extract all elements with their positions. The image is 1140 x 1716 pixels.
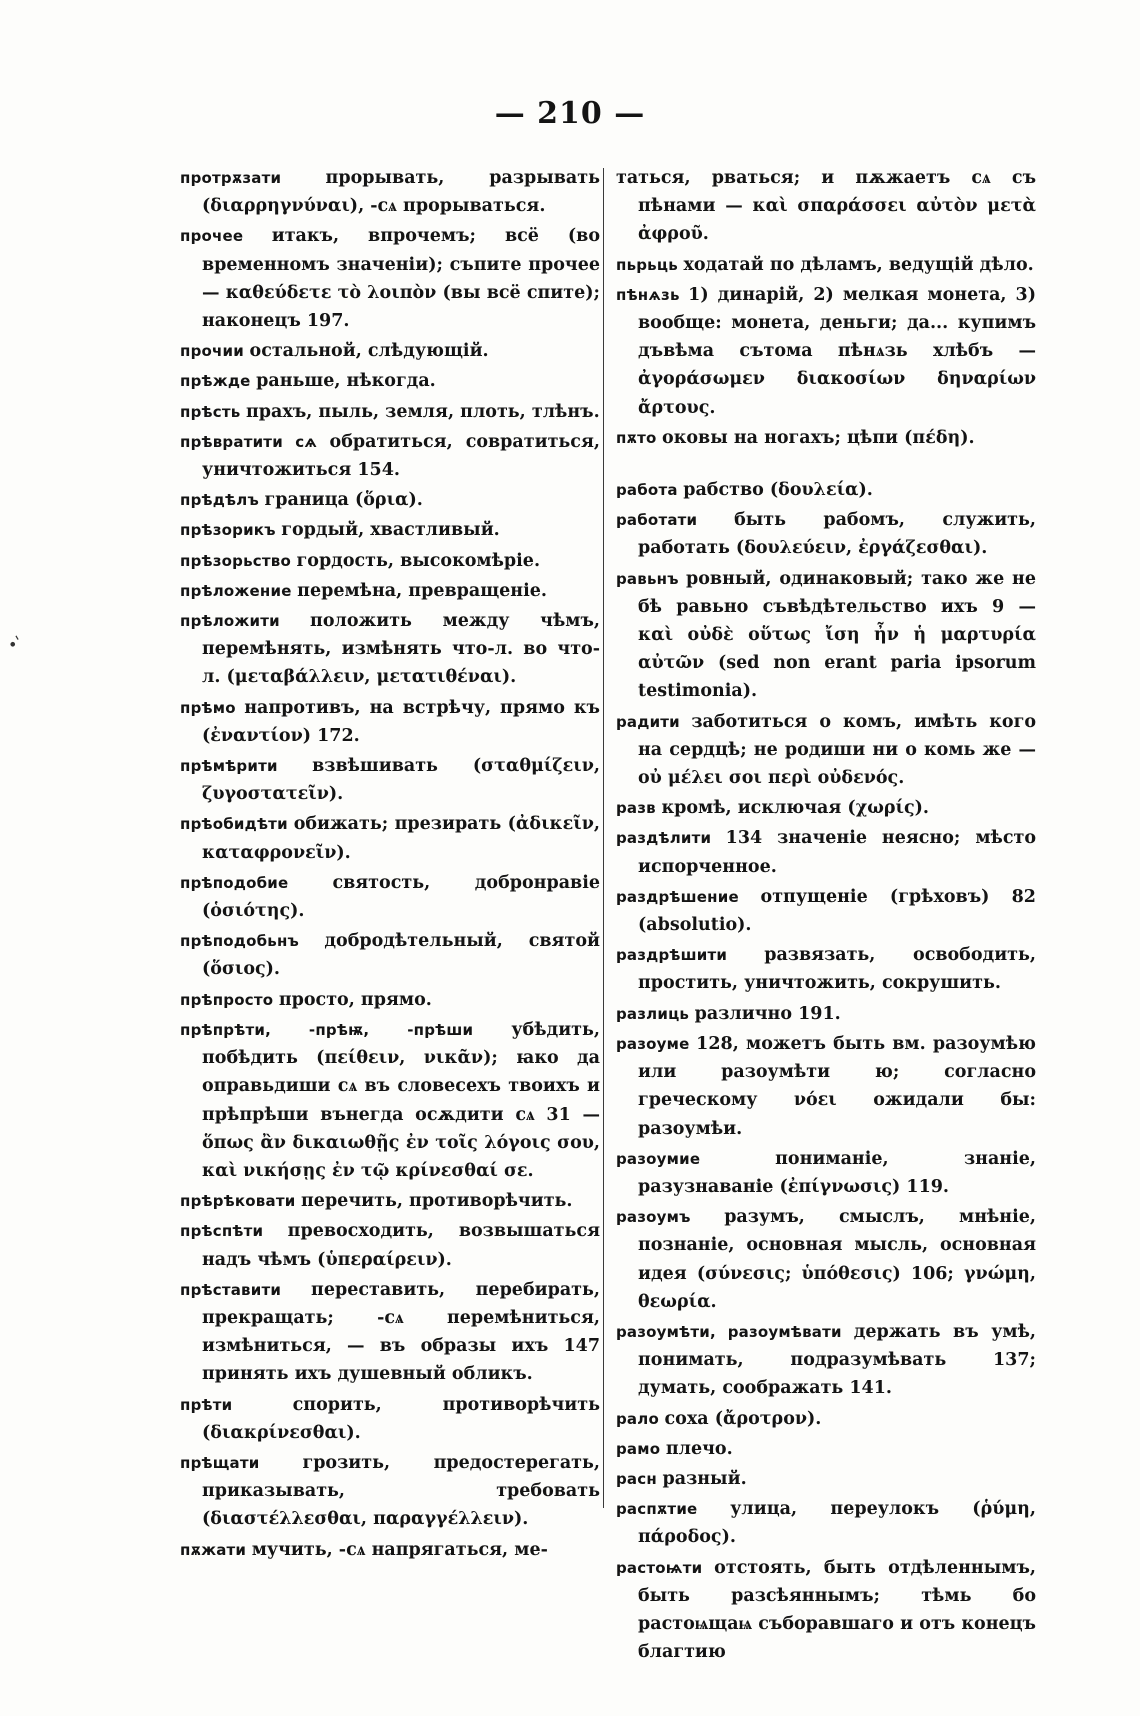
entry-headword: прѣспѣти: [180, 1222, 264, 1241]
entry-headword: прѣпросто: [180, 990, 274, 1009]
dictionary-entry: [180, 516, 600, 544]
entry-headword: разоумѣти, разоумѣвати: [616, 1322, 842, 1341]
dictionary-entry: [180, 577, 600, 605]
entry-headword: разв: [616, 799, 656, 818]
entry-definition: таться, рваться; и пѫжаетъ сѧ съ пѣнами — καὶ σπαράσσει αὐτὸν μετὰ ἀφροῦ.: [616, 168, 1036, 245]
entry-definition: улица, переулокъ (ῥύμη, πάροδος).: [638, 1499, 1036, 1548]
entry-definition: отстоять, быть отдѣленнымъ, быть разсѣяннымъ; тѣмь бо растоѩщаѩ съборавшаго и отъ конецъ благтию: [638, 1557, 1036, 1663]
dictionary-entry: [616, 506, 1036, 562]
entry-definition: ходатай по дѣламъ, ведущiй дѣло.: [683, 254, 1034, 275]
dictionary-entry: [180, 486, 600, 514]
entry-definition: обратиться, совратиться, уничтожиться 154.: [202, 431, 600, 481]
entry-definition: добродѣтельный, святой (ὅσιος).: [202, 931, 600, 980]
right-column: [616, 164, 1036, 1668]
entry-headword: разлиць: [616, 1004, 690, 1023]
dictionary-entry: [616, 1145, 1036, 1201]
entry-definition: положить между чѣмъ, перемѣнять, измѣнять что-л. во что-л. (μεταβάλλειν, μετατιθέναι).: [202, 611, 600, 688]
column-divider: [603, 168, 604, 1508]
entry-headword: разоумъ: [616, 1208, 691, 1227]
entry-definition: ровный, одинаковый; тако же не бѣ равьно съвѣдѣтельство ихъ 9 — καὶ οὐδὲ οὕτως ἴση ἦν ἡ μαρτυρία αὐτῶν (sed non erant paria ipsorum testimonia).: [638, 568, 1036, 702]
entry-definition: граница (ὅρια).: [264, 490, 423, 511]
entry-definition: разумъ, смыслъ, мнѣнiе, познанiе, основная мысль, основная идея (σύνεσις; ὑπόθεσις) 106; γνώμη, θεωρία.: [638, 1207, 1036, 1312]
entry-definition: рабство (δουλεία).: [683, 480, 873, 501]
dictionary-entry: [616, 941, 1036, 997]
dictionary-entry: [616, 1435, 1036, 1463]
margin-mark: •': [4, 631, 26, 656]
entry-definition: спорить, противорѣчить (διακρίνεσθαι).: [202, 1394, 600, 1443]
entry-definition: убѣдить, побѣдить (πείθειν, νικᾶν); ꙗко да оправьдиши сѧ въ словесехъ твоихъ и прѣпрѣши вънегда осѫдити сѧ 31 — ὅπως ἂν δικαιωθῇς ἐν τοῖς λόγοις σου, καὶ νικήσῃς ἐν τῷ κρίνεσθαί σε.: [202, 1019, 600, 1181]
dictionary-entry: [180, 164, 600, 220]
dictionary-entry: [616, 1554, 1036, 1667]
dictionary-entry: [616, 1318, 1036, 1403]
dictionary-entry: [180, 428, 600, 484]
entry-headword: пѣнѧзь: [616, 285, 680, 304]
entry-headword: распѫтие: [616, 1500, 698, 1519]
entry-headword: прѣложение: [180, 581, 292, 600]
entry-headword: прѣмо: [180, 698, 236, 717]
entry-headword: рамо: [616, 1439, 661, 1458]
dictionary-entry: [180, 547, 600, 575]
dictionary-entry: [616, 1495, 1036, 1551]
entry-headword: работа: [616, 481, 678, 500]
dictionary-entry: [180, 927, 600, 983]
entry-definition: заботиться о комъ, имѣть кого на сердцѣ; не родиши ни о комь же — οὐ μέλει σοι περὶ οὐδενός.: [638, 711, 1036, 789]
entry-definition: кромѣ, исключая (χωρίς).: [661, 798, 930, 819]
dictionary-entry: [616, 164, 1036, 249]
entry-headword: прѣдѣлъ: [180, 491, 259, 510]
entry-headword: растоѩти: [616, 1558, 703, 1577]
entry-definition: превосходить, возвышаться надъ чѣмъ (ὑπεραίρειν).: [202, 1221, 600, 1270]
entry-definition: пониманiе, знанiе, разузнаванiе (ἐπίγνωσις) 119.: [638, 1148, 1036, 1197]
entry-headword: раздѣлити: [616, 829, 712, 848]
dictionary-entry: [616, 1465, 1036, 1493]
entry-definition: просто, прямо.: [278, 989, 432, 1010]
dictionary-entry: [616, 281, 1036, 422]
entry-definition: перечить, противорѣчить.: [301, 1191, 573, 1212]
entry-headword: прѣти: [180, 1395, 233, 1414]
dictionary-entry: [180, 810, 600, 866]
entry-headword: равьнъ: [616, 569, 679, 588]
dictionary-entry: [180, 337, 600, 365]
entry-definition: перемѣна, превращенiе.: [297, 580, 547, 601]
dictionary-entry: [180, 1536, 600, 1564]
dictionary-entry: [180, 1187, 600, 1215]
dictionary-entry: [616, 708, 1036, 793]
entry-headword: радити: [616, 712, 680, 731]
dictionary-entry: [616, 883, 1036, 939]
dictionary-entry: [616, 424, 1036, 452]
entry-headword: пѫто: [616, 428, 657, 447]
entry-headword: прѣподобьнъ: [180, 932, 300, 951]
entry-headword: прѣпрѣти, -прѣѭ, -прѣши: [180, 1020, 474, 1039]
entry-headword: прочее: [180, 227, 244, 246]
dictionary-entry: [616, 1000, 1036, 1028]
dictionary-entry: [616, 794, 1036, 822]
entry-headword: разоумие: [616, 1149, 701, 1168]
entry-definition: остальной, слѣдующiй.: [249, 341, 489, 362]
entry-definition: напротивъ, на встрѣчу, прямо къ (ἐναντίον) 172.: [202, 697, 600, 746]
entry-definition: разный.: [662, 1468, 747, 1489]
dictionary-entry: [616, 476, 1036, 504]
dictionary-entry: [180, 1449, 600, 1534]
dictionary-entry: [180, 367, 600, 395]
entry-headword: разоуме: [616, 1034, 690, 1053]
dictionary-entry: [180, 607, 600, 692]
entry-definition: плечо.: [665, 1438, 733, 1459]
entry-headword: прочии: [180, 342, 244, 361]
entry-definition: обижать; презирать (ἀδικεῖν, καταφρονεῖν).: [202, 814, 600, 863]
entry-definition: 134 значенiе неясно; мѣсто испорченное.: [638, 828, 1036, 877]
entry-definition: оковы на ногахъ; цѣпи (πέδη).: [662, 427, 975, 448]
dictionary-entry: [616, 565, 1036, 706]
entry-definition: гордый, хвастливый.: [281, 520, 500, 541]
entry-headword: рало: [616, 1409, 659, 1428]
entry-headword: работати: [616, 511, 698, 530]
entry-headword: расн: [616, 1469, 657, 1488]
dictionary-entry: [616, 1405, 1036, 1433]
entry-headword: раздрѣшение: [616, 887, 739, 906]
dictionary-entry: [180, 1217, 600, 1273]
entry-definition: мучить, -сѧ напрягаться, ме-: [251, 1539, 548, 1560]
entry-definition: 1) динарiй, 2) мелкая монета, 3) вообще: монета, деньги; да... купимъ дъвѣма сътома пѣнѧзь хлѣбъ — ἀγοράσωμεν διακοσίων δηναρίων ἄρτους.: [638, 284, 1036, 418]
dictionary-entry: [180, 869, 600, 925]
entry-headword: прѣставити: [180, 1280, 282, 1299]
dictionary-entry: [180, 752, 600, 808]
entry-definition: развязать, освободить, простить, уничтожить, сокрушить.: [638, 945, 1036, 994]
entry-definition: переставить, перебирать, прекращать; -сѧ перемѣниться, измѣниться, — въ образы ихъ 147 принять ихъ душевный обликъ.: [202, 1279, 600, 1385]
page-number: — 210 —: [494, 96, 646, 131]
dictionary-entry: [180, 222, 600, 335]
dictionary-entry: [616, 824, 1036, 880]
entry-headword: прѣжде: [180, 372, 251, 391]
entry-definition: взвѣшивать (σταθμίζειν, ζυγοστατεῖν).: [202, 756, 600, 805]
entry-headword: прѣвратити сѧ: [180, 432, 318, 451]
entry-headword: прѣзорикъ: [180, 521, 276, 540]
entry-definition: быть рабомъ, служить, работать (δουλεύειν, ἐργάζεσθαι).: [638, 510, 1036, 559]
entry-definition: держать въ умѣ, понимать, подразумѣвать 137; думать, соображать 141.: [638, 1321, 1036, 1399]
entry-headword: прѣзорьство: [180, 551, 291, 570]
entry-headword: прѣсть: [180, 402, 241, 421]
entry-definition: отпущенiе (грѣховъ) 82 (absolutio).: [638, 886, 1036, 936]
entry-definition: святость, добронравiе (ὁσιότης).: [202, 872, 600, 922]
dictionary-entry: [616, 251, 1036, 279]
dictionary-entry: [180, 694, 600, 750]
entry-headword: прѣмѣрити: [180, 757, 278, 776]
entry-definition: соха (ἄροτρον).: [664, 1408, 822, 1429]
entry-definition: прахъ, пыль, земля, плоть, тлѣнъ.: [246, 401, 600, 422]
dictionary-entry: [180, 986, 600, 1014]
dictionary-entry: [616, 1030, 1036, 1143]
entry-headword: прѣобидѣти: [180, 815, 288, 834]
entry-headword: прѣрѣковати: [180, 1192, 296, 1211]
entry-headword: прѣподобие: [180, 873, 289, 892]
entry-headword: пѫжати: [180, 1540, 247, 1559]
entry-headword: раздрѣшити: [616, 946, 728, 965]
left-column: [180, 164, 600, 1566]
entry-definition: различно 191.: [694, 1003, 841, 1024]
dictionary-entry: [180, 1391, 600, 1447]
entry-definition: 128, можетъ быть вм. разоумѣю или разоумѣти ю; согласно греческому νόει ожидали бы: разоумѣи.: [638, 1033, 1036, 1139]
entry-headword: протрѫзати: [180, 169, 282, 187]
entry-headword: прѣщати: [180, 1453, 260, 1472]
entry-headword: прѣложити: [180, 612, 280, 631]
dictionary-entry: [180, 1016, 600, 1185]
entry-definition: прорывать, разрывать (διαρρηγνύναι), -сѧ прорываться.: [202, 168, 600, 217]
entry-definition: гордость, высокомѣрiе.: [296, 550, 541, 571]
dictionary-entry: [180, 1276, 600, 1389]
dictionary-entry: [180, 398, 600, 426]
entry-definition: грозить, предостерегать, приказывать, требовать (διαστέλλεσθαι, παραγγέλλειν).: [202, 1452, 600, 1530]
entry-definition: раньше, нѣкогда.: [256, 371, 436, 392]
entry-headword: пьрьць: [616, 255, 678, 274]
entry-definition: итакъ, впрочемъ; всё (во временномъ значенiи); съпите прочее — καθεύδετε τὸ λοιπὸν (вы всё спите); наконецъ 197.: [202, 226, 600, 332]
dictionary-entry: [616, 1203, 1036, 1316]
